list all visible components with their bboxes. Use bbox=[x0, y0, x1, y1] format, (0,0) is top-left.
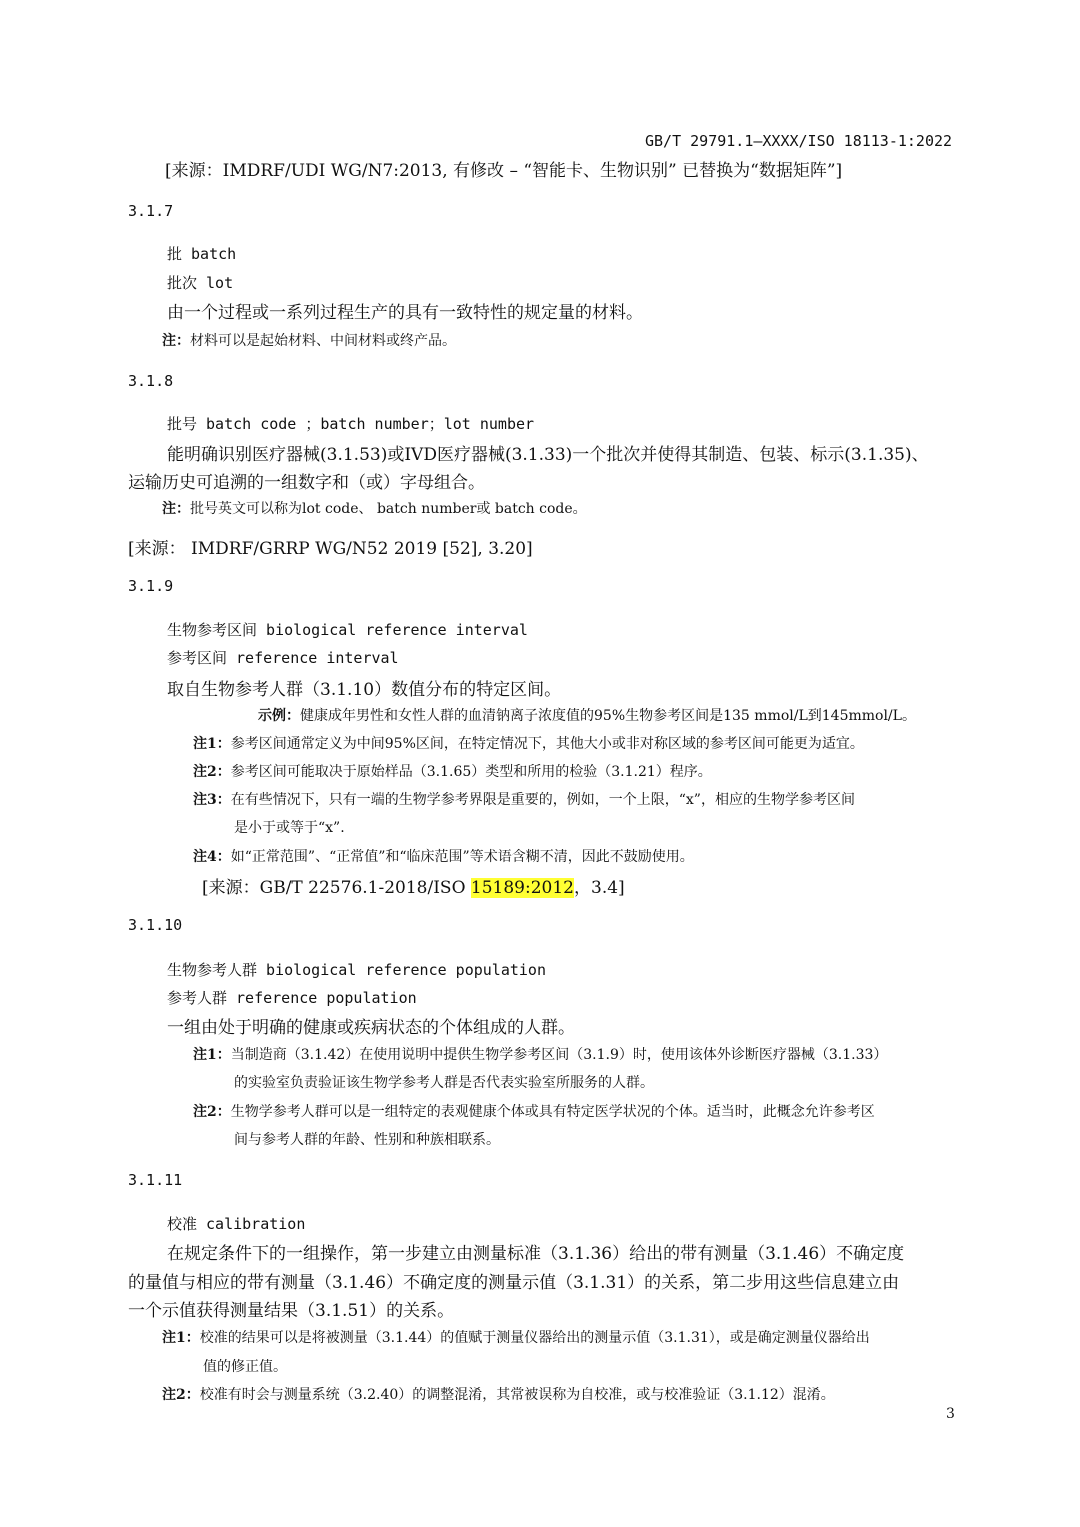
term: 参考区间 reference interval bbox=[167, 649, 399, 667]
note-continuation: 间与参考人群的年龄、性别和种族相联系。 bbox=[234, 1132, 500, 1148]
note-text: 当制造商（3.1.42）在使用说明中提供生物学参考区间（3.1.9）时，使用该体外诊断医疗器械（3.1.33） bbox=[230, 1047, 888, 1063]
example-label: 示例： bbox=[258, 708, 300, 724]
note-label: 注1： bbox=[193, 1047, 231, 1063]
note-text: 生物学参考人群可以是一组特定的表观健康个体或具有特定医学状况的个体。适当时，此概念允许参考区 bbox=[230, 1104, 875, 1120]
note-text: 校准的结果可以是将被测量（3.1.44）的值赋于测量仪器给出的测量示值（3.1.31），或是确定测量仪器给出 bbox=[199, 1330, 870, 1346]
note bbox=[193, 1044, 887, 1064]
note bbox=[193, 1101, 875, 1121]
section-number: 3.1.10 bbox=[128, 916, 183, 934]
section-number: 3.1.9 bbox=[128, 577, 174, 595]
note-text: 如“正常范围”、“正常值”和“临床范围”等术语含糊不清，因此不鼓励使用。 bbox=[230, 849, 694, 865]
note-text: 校准有时会与测量系统（3.2.40）的调整混淆，其常被误称为自校准，或与校准验证（3.1.12）混淆。 bbox=[199, 1387, 835, 1403]
term: 批号 batch code ；batch number；lot number bbox=[167, 415, 535, 433]
source-prefix: [来源：GB/T 22576.1-2018/ISO bbox=[202, 878, 471, 898]
standard-id: GB/T 29791.1—XXXX/ISO 18113-1:2022 bbox=[645, 132, 953, 150]
example bbox=[258, 705, 916, 725]
note-text: 材料可以是起始材料、中间材料或终产品。 bbox=[190, 333, 456, 349]
definition: 取自生物参考人群（3.1.10）数值分布的特定区间。 bbox=[167, 680, 562, 700]
note-label: 注2： bbox=[193, 1104, 231, 1120]
source-line: [来源：IMDRF/UDI WG/N7:2013, 有修改 – “智能卡、生物识别” 已替换为“数据矩阵”] bbox=[165, 161, 843, 181]
term: 校准 calibration bbox=[167, 1215, 306, 1233]
note-continuation: 是小于或等于“x”. bbox=[234, 820, 345, 836]
note bbox=[162, 498, 587, 518]
note bbox=[162, 1384, 835, 1404]
definition: 一组由处于明确的健康或疾病状态的个体组成的人群。 bbox=[167, 1018, 575, 1038]
definition: 能明确识别医疗器械(3.1.53)或IVD医疗器械(3.1.33)一个批次并使得其制造、包装、标示(3.1.35)、 bbox=[167, 445, 929, 465]
example-text: 健康成年男性和女性人群的血清钠离子浓度值的95%生物参考区间是135 mmol/L到145mmol/L。 bbox=[300, 708, 916, 724]
note-text: 参考区间通常定义为中间95%区间，在特定情况下，其他大小或非对称区域的参考区间可能更为适宜。 bbox=[230, 736, 864, 752]
note-label: 注2： bbox=[193, 764, 231, 780]
term: 参考人群 reference population bbox=[167, 989, 417, 1007]
note-label: 注1： bbox=[193, 736, 231, 752]
note-label: 注2： bbox=[162, 1387, 200, 1403]
section-number: 3.1.11 bbox=[128, 1171, 183, 1189]
term: 批次 lot bbox=[167, 274, 234, 292]
note-continuation: 的实验室负责验证该生物学参考人群是否代表实验室所服务的人群。 bbox=[234, 1075, 654, 1091]
note-label: 注3： bbox=[193, 792, 231, 808]
term: 生物参考区间 biological reference interval bbox=[167, 621, 528, 639]
note-text: 批号英文可以称为lot code、 batch number或 batch code。 bbox=[190, 501, 587, 517]
note bbox=[193, 846, 694, 866]
highlighted-text: 15189:2012 bbox=[470, 878, 574, 898]
note bbox=[193, 761, 712, 781]
section-number: 3.1.8 bbox=[128, 372, 174, 390]
note-label: 注4： bbox=[193, 849, 231, 865]
definition: 由一个过程或一系列过程生产的具有一致特性的规定量的材料。 bbox=[167, 303, 643, 323]
term: 生物参考人群 biological reference population bbox=[167, 961, 546, 979]
definition: 在规定条件下的一组操作，第一步建立由测量标准（3.1.36）给出的带有测量（3.1.46）不确定度 bbox=[167, 1244, 905, 1264]
definition: 的量值与相应的带有测量（3.1.46）不确定度的测量示值（3.1.31）的关系，第二步用这些信息建立由 bbox=[128, 1273, 900, 1293]
note bbox=[193, 789, 855, 809]
note-continuation: 值的修正值。 bbox=[203, 1359, 287, 1375]
note bbox=[162, 1327, 870, 1347]
page-number: 3 bbox=[946, 1406, 955, 1422]
note-label: 注1： bbox=[162, 1330, 200, 1346]
source-suffix: ，3.4] bbox=[574, 878, 625, 898]
source bbox=[202, 873, 625, 898]
definition: 一个示值获得测量结果（3.1.51）的关系。 bbox=[128, 1301, 455, 1321]
definition: 运输历史可追溯的一组数字和（或）字母组合。 bbox=[128, 473, 485, 493]
source: [来源： IMDRF/GRRP WG/N52 2019 [52], 3.20] bbox=[128, 539, 533, 559]
section-number: 3.1.7 bbox=[128, 202, 174, 220]
note-text: 参考区间可能取决于原始样品（3.1.65）类型和所用的检验（3.1.21）程序。 bbox=[230, 764, 712, 780]
note bbox=[193, 733, 864, 753]
note bbox=[162, 330, 456, 350]
note-text: 在有些情况下，只有一端的生物学参考界限是重要的，例如，一个上限，“x”，相应的生物学参考区间 bbox=[230, 792, 855, 808]
note-label: 注： bbox=[162, 333, 190, 349]
term: 批 batch bbox=[167, 245, 237, 263]
note-label: 注： bbox=[162, 501, 190, 517]
